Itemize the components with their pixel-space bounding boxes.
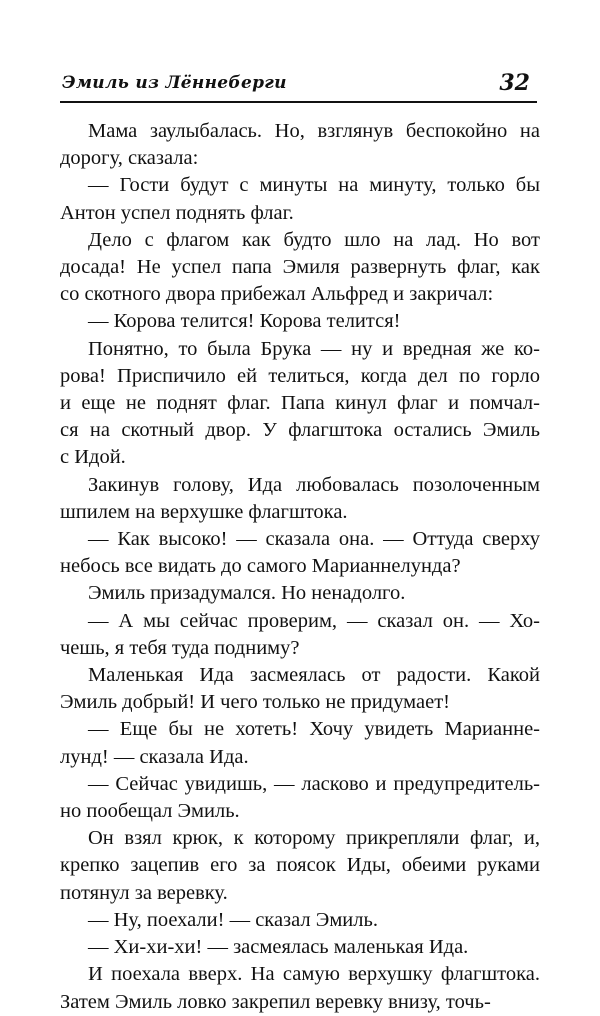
text-line: досада! Не успел папа Эмиля развернуть флаг, как [60, 256, 540, 279]
text-line: — Корова телится! Корова телится! [88, 310, 401, 333]
paragraph [60, 308, 540, 335]
text-line: — Гости будут с минуты на минуту, только бы [88, 174, 540, 197]
paragraph [60, 608, 540, 662]
text-line: — Ну, поехали! — сказал Эмиль. [88, 908, 378, 931]
text-line: — Хи-хи-хи! — засмеялась маленькая Ида. [88, 936, 469, 959]
text-line: Закинув голову, Ида любовалась позолоченным [88, 473, 540, 496]
text-line: ся на скотный двор. У флагштока остались Эмиль [60, 419, 540, 442]
text-line: — А мы сейчас проверим, — сказал он. — Хо- [88, 609, 540, 632]
text-line: Дело с флагом как будто шло на лад. Но вот [88, 228, 540, 251]
text-line: Понятно, то была Брука — ну и вредная же ко- [88, 337, 540, 360]
paragraph [60, 172, 540, 226]
header-rule [60, 101, 537, 103]
text-line: — Сейчас увидишь, — ласково и предупредитель- [88, 772, 540, 795]
text-line: и еще не поднят флаг. Папа кинул флаг и помчал- [60, 392, 540, 415]
body-text [60, 118, 540, 1016]
paragraph [60, 771, 540, 825]
text-line: с Идой. [60, 446, 126, 469]
text-line: Затем Эмиль ловко закрепил веревку внизу, точь- [60, 990, 491, 1013]
paragraph [60, 662, 540, 716]
paragraph [60, 716, 540, 770]
text-line: Эмиль добрый! И чего только не придумает! [60, 691, 451, 714]
paragraph [60, 580, 540, 607]
text-line: — Еще бы не хотеть! Хочу увидеть Марианне- [88, 718, 540, 741]
running-head [60, 70, 530, 100]
text-line: Эмиль призадумался. Но ненадолго. [88, 582, 406, 605]
text-line: лунд! — сказала Ида. [60, 745, 249, 768]
paragraph [60, 825, 540, 907]
text-line: Антон успел поднять флаг. [60, 201, 294, 224]
text-line: Маленькая Ида засмеялась от радости. Какой [88, 664, 540, 687]
text-line: Он взял крюк, к которому прикрепляли флаг, и, [88, 827, 540, 850]
text-line: И поехала вверх. На самую верхушку флагштока. [88, 963, 540, 986]
paragraph [60, 227, 540, 309]
text-line: потянул за веревку. [60, 881, 228, 904]
paragraph [60, 961, 540, 1015]
paragraph [60, 118, 540, 172]
paragraph [60, 336, 540, 472]
text-line: Мама заулыбалась. Но, взглянув беспокойно на [88, 120, 540, 142]
text-line: небось все видать до самого Марианнелунда? [60, 555, 461, 578]
text-line: со скотного двора прибежал Альфред и закричал: [60, 283, 494, 306]
running-title: Эмиль из Лённеберги [62, 73, 287, 93]
paragraph [60, 526, 540, 580]
text-line: чешь, я тебя туда подниму? [60, 636, 300, 659]
text-line: крепко зацепив его за поясок Иды, обеими руками [60, 854, 540, 877]
paragraph [60, 472, 540, 526]
paragraph [60, 907, 540, 934]
text-line: но пообещал Эмиль. [60, 800, 240, 823]
page-number: 32 [499, 70, 530, 96]
paragraph [60, 934, 540, 961]
text-line: — Как высоко! — сказала она. — Оттуда сверху [88, 528, 540, 551]
text-line: дорогу, сказала: [60, 147, 199, 170]
text-line: шпилем на верхушке флагштока. [60, 500, 348, 523]
text-line: рова! Приспичило ей телиться, когда дел по горло [60, 364, 540, 387]
